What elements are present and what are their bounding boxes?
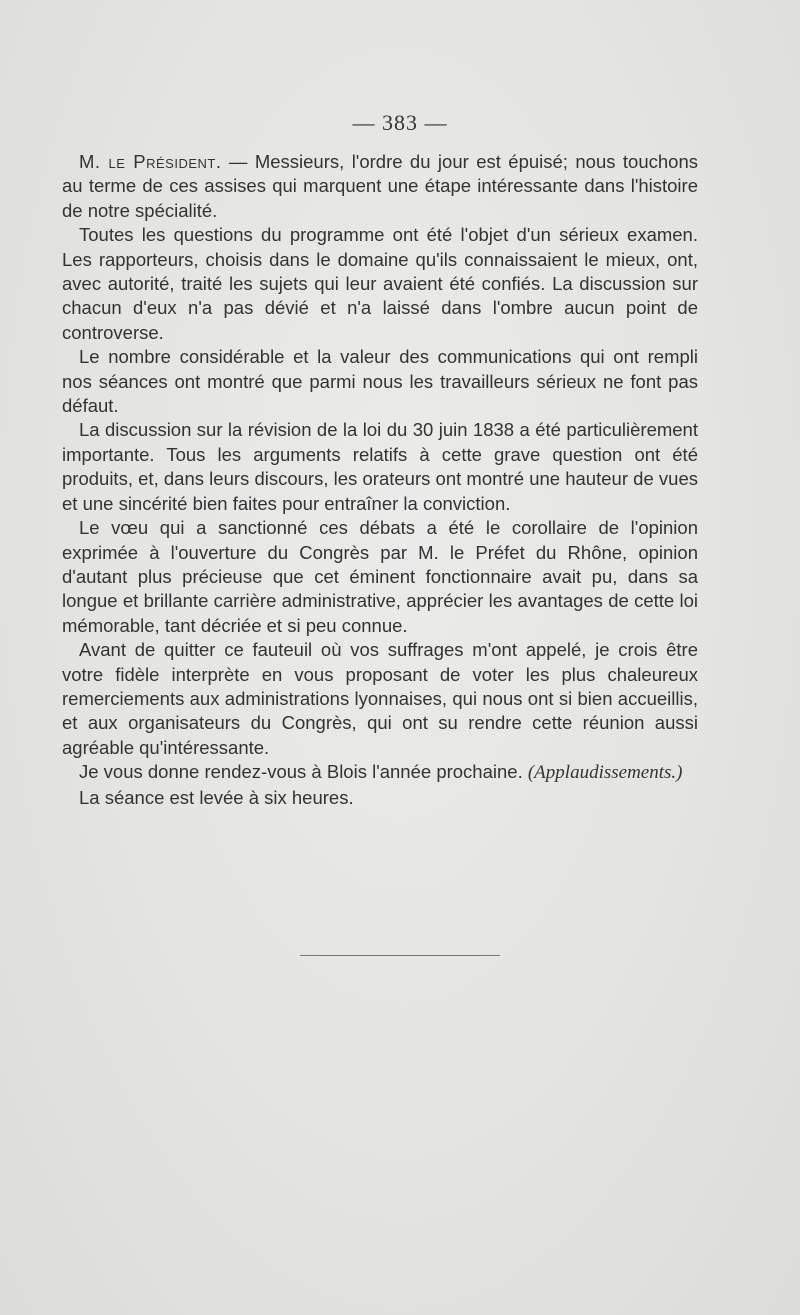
- speech-opening-text: — Messieurs, l'ordre du jour est épuisé; nous touchons au terme de ces assises qui marquent une étape intéressante dans l'histoire de notre spécialité.: [62, 151, 698, 221]
- closing-text: Je vous donne rendez-vous à Blois l'année prochaine.: [79, 761, 528, 783]
- paragraph: La discussion sur la révision de la loi du 30 juin 1838 a été particulièrement importante. Tous les arguments relatifs à cette grave question ont été produits, et, dans leurs discours, les orateurs ont montré une hauteur de vues et une sincérité bien faites pour entraîner la conviction.: [62, 419, 698, 514]
- paragraph: Avant de quitter ce fauteuil où vos suffrages m'ont appelé, je crois être votre fidèle interprète en vous proposant de voter les plus chaleureux remerciements aux administrations lyonnaises, qui nous ont si bien accueillis, et aux organisateurs du Congrès, qui ont su rendre cette réunion aussi agréable qu'intéressante.: [62, 639, 698, 758]
- applause-note: (Applaudissements.): [527, 762, 683, 784]
- paragraph: Le nombre considérable et la valeur des communications qui ont rempli nos séances ont montré que parmi nous les travailleurs sérieux ne font pas défaut.: [62, 346, 698, 417]
- speaker-name: M. le Président.: [79, 151, 222, 172]
- closing-paragraph: [62, 760, 698, 785]
- final-line: La séance est levée à six heures.: [79, 786, 354, 808]
- page-number: — 383 —: [352, 110, 448, 135]
- paragraph: Toutes les questions du programme ont été l'objet d'un sérieux examen. Les rapporteurs, choisis dans le domaine qu'ils connaissaient le mieux, ont, avec autorité, traité les sujets qui leur avaient été confiés. La discussion sur chacun d'eux n'a pas dévié et n'a laissé dans l'ombre aucun point de controverse.: [62, 224, 698, 343]
- body-text: [62, 150, 698, 810]
- end-rule: [300, 955, 500, 956]
- paragraph: Le vœu qui a sanctionné ces débats a été le corollaire de l'opinion exprimée à l'ouverture du Congrès par M. le Préfet du Rhône, opinion d'autant plus précieuse que cet éminent fonctionnaire avait pu, dans sa longue et brillante carrière administrative, apprécier les avantages de cette loi mémorable, tant décriée et si peu connue.: [62, 517, 698, 636]
- speech-opening-paragraph: [62, 150, 698, 223]
